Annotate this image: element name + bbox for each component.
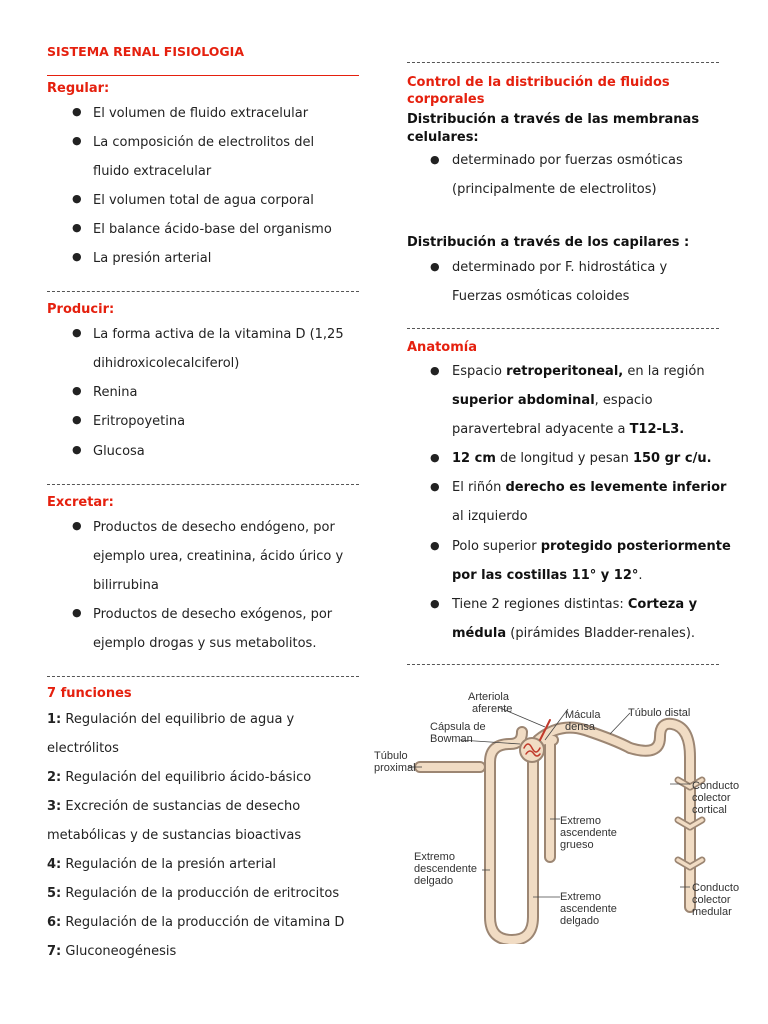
- list-item: Eritropoyetina: [93, 414, 186, 429]
- list-item: (principalmente de electrolitos): [452, 182, 657, 197]
- bullet: ●: [72, 105, 82, 118]
- tubule-outline: [420, 724, 690, 940]
- label-asc-delgado: Extremo ascendente delgado: [560, 891, 617, 927]
- bullet: ●: [72, 192, 82, 205]
- bullet: ●: [72, 413, 82, 426]
- bullet: ●: [72, 443, 82, 456]
- list-item: 12 cm de longitud y pesan 150 gr c/u.: [452, 451, 712, 466]
- list-item: Productos de desecho endógeno, por: [93, 520, 335, 535]
- list-item: La presión arterial: [93, 251, 212, 266]
- page-title: SISTEMA RENAL FISIOLOGIA: [47, 44, 245, 59]
- divider: [407, 62, 719, 63]
- bullet: ●: [72, 250, 82, 263]
- bullet: ●: [430, 153, 440, 166]
- label-desc-delgado: Extremo descendente delgado: [414, 851, 477, 887]
- list-item: El volumen total de agua corporal: [93, 193, 314, 208]
- list-item: La forma activa de la vitamina D (1,25: [93, 327, 344, 342]
- function-item: 7: Gluconeogénesis: [47, 944, 177, 959]
- bullet: ●: [72, 326, 82, 339]
- list-item: determinado por F. hidrostática y: [452, 260, 668, 275]
- bullet: ●: [430, 451, 440, 464]
- list-item: El volumen de fluido extracelular: [93, 106, 309, 121]
- list-item: dihidroxicolecalciferol): [93, 356, 240, 371]
- label-macula: Mácula densa: [565, 709, 601, 733]
- function-item: 6: Regulación de la producción de vitamina D: [47, 915, 345, 930]
- function-item: 1: Regulación del equilibrio de agua y: [47, 712, 295, 727]
- list-item: Fuerzas osmóticas coloides: [452, 289, 630, 304]
- regular-heading: Regular:: [47, 81, 110, 96]
- bullet: ●: [430, 480, 440, 493]
- list-item: ejemplo urea, creatinina, ácido úrico y: [93, 549, 344, 564]
- divider: [47, 291, 359, 292]
- list-item: fluido extracelular: [93, 164, 212, 179]
- function-item: 4: Regulación de la presión arterial: [47, 857, 277, 872]
- list-item: Polo superior protegido posteriormente: [452, 539, 731, 554]
- list-item: Glucosa: [93, 444, 145, 459]
- list-item: Renina: [93, 385, 138, 400]
- list-item: Productos de desecho exógenos, por: [93, 607, 333, 622]
- list-item: Espacio retroperitoneal, en la región: [452, 364, 705, 379]
- bullet: ●: [430, 597, 440, 610]
- nephron-diagram: [360, 682, 760, 944]
- control-heading-line: Control de la distribución de fluidos: [407, 75, 670, 90]
- list-item: superior abdominal, espacio: [452, 393, 653, 408]
- function-item: 5: Regulación de la producción de eritrocitos: [47, 886, 340, 901]
- function-item: 2: Regulación del equilibrio ácido-básico: [47, 770, 312, 785]
- function-item-cont: electrólitos: [47, 741, 119, 756]
- membranas-heading: [407, 111, 699, 147]
- control-heading-line: corporales: [407, 92, 485, 107]
- list-item: al izquierdo: [452, 509, 528, 524]
- bullet: ●: [72, 134, 82, 147]
- list-item: por las costillas 11° y 12°.: [452, 568, 643, 583]
- function-item-cont: metabólicas y de sustancias bioactivas: [47, 828, 302, 843]
- divider: [407, 328, 719, 329]
- divider: [47, 484, 359, 485]
- label-tubulo-proximal: Túbulo proximal: [374, 750, 416, 774]
- divider: [47, 676, 359, 677]
- bullet: ●: [72, 384, 82, 397]
- list-item: ejemplo drogas y sus metabolitos.: [93, 636, 317, 651]
- capilares-heading: Distribución a través de los capilares :: [407, 235, 690, 250]
- list-item: El riñón derecho es levemente inferior: [452, 480, 727, 495]
- list-item: bilirrubina: [93, 578, 159, 593]
- list-item: El balance ácido-base del organismo: [93, 222, 332, 237]
- producir-heading: Producir:: [47, 302, 115, 317]
- function-item: 3: Excreción de sustancias de desecho: [47, 799, 301, 814]
- list-item: Tiene 2 regiones distintas: Corteza y: [452, 597, 698, 612]
- anatomia-heading: Anatomía: [407, 340, 478, 355]
- bullet: ●: [72, 221, 82, 234]
- label-capsula: Cápsula de Bowman: [430, 721, 486, 745]
- label-conducto-medular: Conducto colector medular: [692, 882, 740, 918]
- bullet: ●: [430, 539, 440, 552]
- bullet: ●: [430, 364, 440, 377]
- bowman-capsule: [520, 738, 544, 762]
- control-heading: [407, 74, 670, 108]
- bullet: ●: [72, 606, 82, 619]
- membranas-heading-line: Distribución a través de las membranas: [407, 112, 700, 127]
- list-item: determinado por fuerzas osmóticas: [452, 153, 683, 168]
- membranas-heading-line: celulares:: [407, 130, 479, 145]
- list-item: médula (pirámides Bladder-renales).: [452, 626, 696, 641]
- label-conducto-cortical: Conducto colector cortical: [692, 780, 740, 816]
- bullet: ●: [430, 260, 440, 273]
- label-tubulo-distal: Túbulo distal: [628, 707, 691, 719]
- excretar-heading: Excretar:: [47, 495, 114, 510]
- list-item: La composición de electrolitos del: [93, 135, 315, 150]
- divider: [407, 664, 719, 665]
- list-item: paravertebral adyacente a T12-L3.: [452, 422, 685, 437]
- label-asc-grueso: Extremo ascendente grueso: [560, 815, 617, 851]
- title-divider: [47, 75, 359, 76]
- bullet: ●: [72, 519, 82, 532]
- label-arteriola: Arteriola aferente: [468, 691, 513, 715]
- funciones-heading: 7 funciones: [47, 686, 132, 701]
